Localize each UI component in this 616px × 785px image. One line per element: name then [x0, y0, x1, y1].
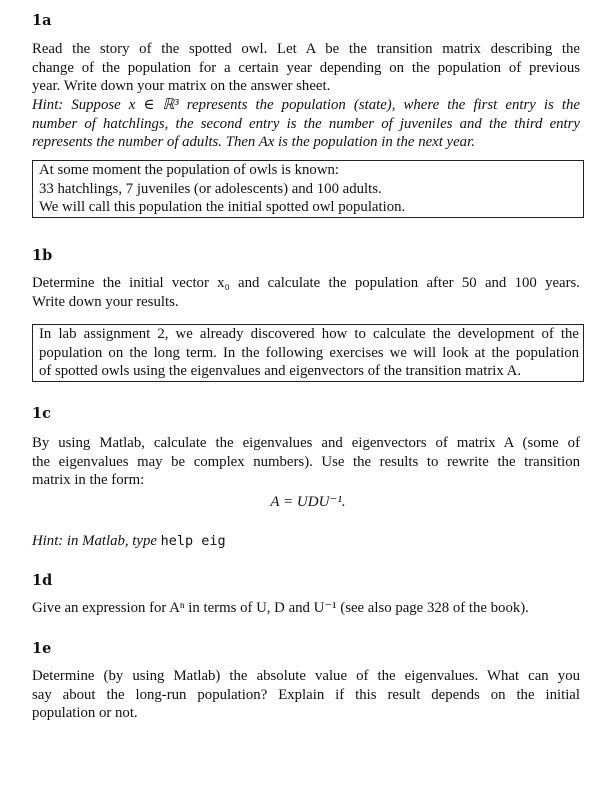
section-heading-1c: 1c — [32, 405, 51, 422]
section-heading-1d: 1d — [32, 572, 53, 589]
matlab-command: help eig — [160, 533, 226, 549]
section-1c-paragraph — [32, 434, 580, 490]
text-line: Give an expression for Aⁿ in terms of U, D and U⁻¹ (see also page 328 of the book). — [32, 600, 529, 616]
hint-line: represents the number of adults. Then Ax is the population in the next year. — [32, 134, 475, 151]
section-1a-info-box — [32, 160, 584, 218]
section-1b-info-box — [32, 324, 584, 382]
text-line: Read the story of the spotted owl. Let A be the transition matrix describing the — [32, 41, 580, 57]
text-line: By using Matlab, calculate the eigenvalues and eigenvectors of matrix A (some of — [32, 435, 580, 451]
section-1c-hint — [32, 532, 580, 551]
decomposition-equation: A = UDU⁻¹. — [270, 494, 346, 510]
box-line: At some moment the population of owls is known: — [39, 162, 340, 178]
section-1a-hint — [32, 96, 580, 152]
section-heading-1b: 1b — [32, 247, 53, 264]
text-line: say about the long-run population? Explain if this result depends on the initial — [32, 686, 580, 703]
text-line: matrix in the form: — [32, 472, 145, 489]
box-line: population on the long term. In the following exercises we will look at the population — [39, 344, 579, 361]
box-line: of spotted owls using the eigenvalues and eigenvectors of the transition matrix A. — [39, 363, 522, 380]
text-line: population or not. — [32, 705, 138, 722]
text-line: Determine (by using Matlab) the absolute value of the eigenvalues. What can you — [32, 668, 580, 684]
section-1e-paragraph — [32, 667, 580, 723]
text-line: Determine the initial vector x₀ and calculate the population after 50 and 100 years. — [32, 275, 580, 291]
hint-line: number of hatchlings, the second entry is the number of juveniles and the third entry — [32, 115, 580, 132]
section-heading-1a: 1a — [32, 12, 52, 29]
hint-line: Hint: Suppose x ∈ ℝ³ represents the population (state), where the first entry is the — [32, 97, 580, 113]
hint-text: Hint: in Matlab, type — [32, 533, 161, 549]
box-line: 33 hatchlings, 7 juveniles (or adolescents) and 100 adults. — [39, 180, 382, 197]
box-line: In lab assignment 2, we already discovered how to calculate the development of the — [39, 326, 579, 342]
text-line: the eigenvalues may be complex numbers). Use the results to rewrite the transition — [32, 453, 580, 470]
text-line: Write down your results. — [32, 293, 179, 310]
text-line: change of the population for a certain year depending on the population of previous — [32, 59, 580, 76]
text-line: year. Write down your matrix on the answer sheet. — [32, 78, 331, 95]
section-1d-paragraph — [32, 599, 580, 618]
section-1a-paragraph — [32, 40, 580, 96]
box-line: We will call this population the initial spotted owl population. — [39, 199, 406, 216]
section-1b-paragraph — [32, 274, 580, 311]
section-heading-1e: 1e — [32, 640, 52, 657]
